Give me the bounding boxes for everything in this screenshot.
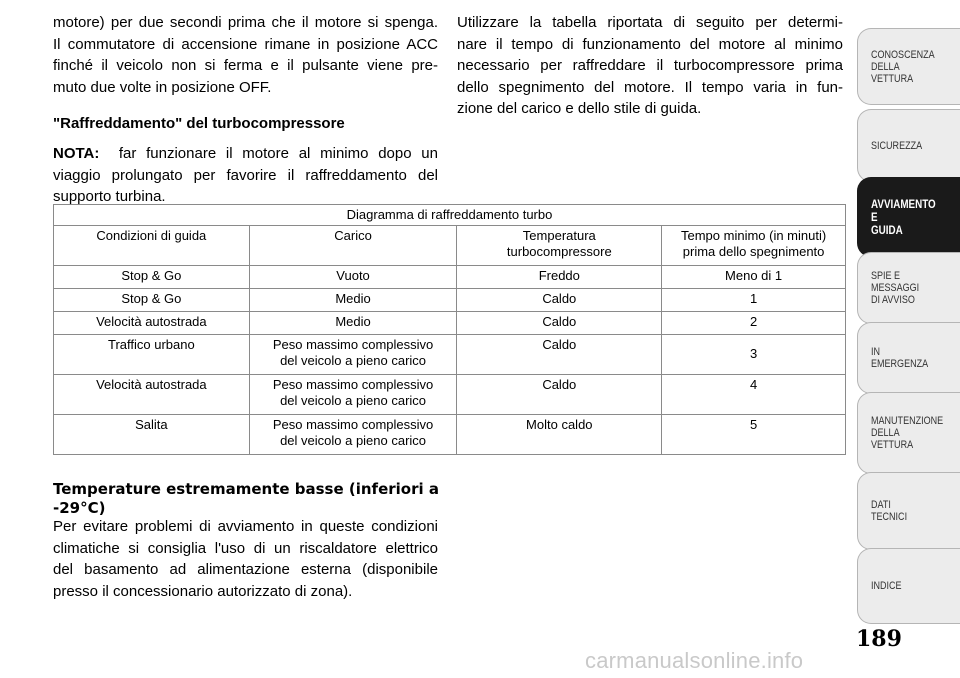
- tab-sicurezza[interactable]: SICUREZZA: [857, 109, 960, 182]
- time-cell: Meno di 1: [662, 266, 846, 289]
- load-cell: Vuoto: [249, 266, 457, 289]
- intro-line: finché il veicolo non si ferma e il pulsante viene pre-: [53, 57, 438, 74]
- time-cell: 1: [662, 289, 846, 312]
- header-cell: Tempo minimo (in minuti) prima dello spegnimento: [662, 226, 846, 266]
- temperature-cell: Caldo: [457, 375, 662, 415]
- table-row: [54, 266, 846, 289]
- right-line: nare il tempo di funzionamento del motore al minimo: [457, 35, 843, 53]
- load-cell: Peso massimo complessivo del veicolo a pieno carico: [249, 375, 457, 415]
- load-cell: Peso massimo complessivo del veicolo a pieno carico: [249, 335, 457, 375]
- table-row: [54, 375, 846, 415]
- note-line: viaggio prolungato per favorire il raffreddamento del: [53, 166, 438, 184]
- condition-cell: Traffico urbano: [54, 335, 250, 375]
- note-paragraph: [53, 143, 438, 208]
- condition-cell: Stop & Go: [54, 266, 250, 289]
- right-line: Utilizzare la tabella riportata di seguito per determi-: [457, 14, 843, 31]
- table-title: Diagramma di raffreddamento turbo: [54, 205, 846, 226]
- load-cell: Medio: [249, 289, 457, 312]
- temperature-cell: Caldo: [457, 312, 662, 335]
- cold-line: climatiche si consiglia l'uso di un riscaldatore elettrico: [53, 539, 438, 557]
- header-cell: Condizioni di guida: [54, 226, 250, 266]
- right-paragraph: [457, 12, 843, 120]
- temperature-cell: Molto caldo: [457, 415, 662, 455]
- tab-dati-tecnici[interactable]: DATI TECNICI: [857, 472, 960, 550]
- cold-line: Per evitare problemi di avviamento in queste condizioni: [53, 518, 438, 535]
- right-line: necessario per raffreddare il turbocompressore prima: [457, 57, 843, 74]
- cold-line: del basamento ad alimentazione esterna (disponibile: [53, 561, 438, 578]
- load-cell: Peso massimo complessivo del veicolo a pieno carico: [249, 415, 457, 455]
- time-cell: 5: [662, 415, 846, 455]
- intro-paragraph: [53, 12, 438, 98]
- watermark: carmanualsonline.info: [585, 648, 804, 673]
- table-row: [54, 312, 846, 335]
- tab-in-emergenza[interactable]: IN EMERGENZA: [857, 322, 960, 394]
- table-header-row: [54, 226, 846, 266]
- condition-cell: Velocità autostrada: [54, 375, 250, 415]
- tab-conoscenza-della-vettura[interactable]: CONOSCENZA DELLA VETTURA: [857, 28, 960, 105]
- note-line: far funzionare il motore al minimo dopo un: [118, 145, 438, 162]
- load-cell: Medio: [249, 312, 457, 335]
- table-row: [54, 289, 846, 312]
- temperature-cell: Freddo: [457, 266, 662, 289]
- right-line: dello spegnimento del motore. Il tempo varia in fun-: [457, 78, 843, 96]
- temperature-cell: Caldo: [457, 289, 662, 312]
- temperature-cell: Caldo: [457, 335, 662, 375]
- tab-spie-e-messaggi[interactable]: SPIE E MESSAGGI DI AVVISO: [857, 252, 960, 324]
- header-cell: Temperatura turbocompressore: [457, 226, 662, 266]
- condition-cell: Velocità autostrada: [54, 312, 250, 335]
- condition-cell: Stop & Go: [54, 289, 250, 312]
- cold-temperature-paragraph: [53, 516, 438, 602]
- time-cell: 4: [662, 375, 846, 415]
- note-label: NOTA:: [53, 145, 100, 162]
- table-row: [54, 335, 846, 375]
- intro-line: Il commutatore di accensione rimane in posizione ACC: [53, 35, 438, 53]
- intro-line: muto due volte in posizione OFF.: [53, 78, 272, 96]
- table-row: [54, 415, 846, 455]
- page-number: 189: [856, 626, 902, 652]
- time-cell: 2: [662, 312, 846, 335]
- note-line: supporto turbina.: [53, 188, 166, 205]
- cold-temperature-heading: Temperature estremamente basse (inferiori a -29°C): [53, 480, 439, 517]
- right-line: zione del carico e dello stile di guida.: [457, 100, 702, 117]
- cold-line: presso il concessionario autorizzato di zona).: [53, 582, 353, 600]
- condition-cell: Salita: [54, 415, 250, 455]
- tab-manutenzione-della-vettura[interactable]: MANUTENZIONE DELLA VETTURA: [857, 392, 960, 474]
- turbo-cooling-heading: "Raffreddamento" del turbocompressore: [53, 115, 345, 132]
- header-cell: Carico: [249, 226, 457, 266]
- tab-avviamento-e-guida[interactable]: AVVIAMENTO E GUIDA: [857, 177, 960, 257]
- turbo-cooling-table: [53, 204, 846, 455]
- tab-indice[interactable]: INDICE: [857, 548, 960, 624]
- time-cell: 3: [662, 335, 846, 375]
- intro-line: motore) per due secondi prima che il motore si spenga.: [53, 14, 438, 31]
